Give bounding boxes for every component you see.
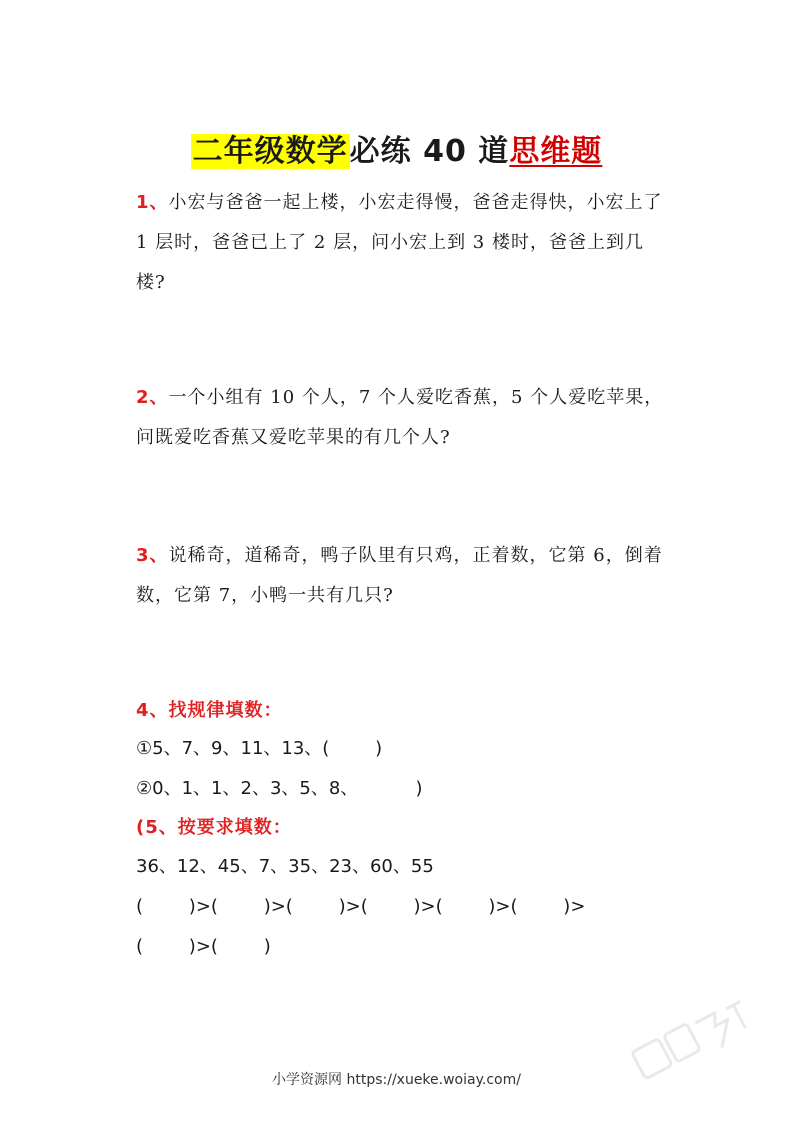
question-number: 3、 — [136, 545, 169, 566]
title-highlighted-part: 二年级数学 — [192, 134, 348, 169]
question-2 — [136, 378, 666, 458]
question-1 — [136, 183, 666, 303]
question-5-numbers: 36、12、45、7、35、23、60、55 — [136, 856, 434, 877]
question-text: 说稀奇，道稀奇，鸭子队里有只鸡，正着数，它第 6，倒着数，它第 7，小鸭一共有几只? — [136, 545, 663, 606]
question-4-heading: 4、找规律填数： — [136, 700, 283, 721]
page-title — [0, 127, 793, 177]
question-number: 2、 — [136, 387, 169, 408]
question-4-line-2: ②0、1、1、2、3、5、8、 ) — [136, 778, 423, 799]
question-5-blanks-line-2: ( )>( ) — [136, 936, 271, 957]
title-middle-part: 必练 40 道 — [349, 134, 510, 169]
question-3 — [136, 536, 666, 616]
question-5-heading: (5、按要求填数： — [136, 817, 292, 838]
question-5-blanks-line-1: ( )>( )>( )>( )>( )>( )> — [136, 896, 586, 917]
question-number: 1、 — [136, 192, 169, 213]
title-red-part: 思维题 — [509, 134, 603, 169]
question-text: 小宏与爸爸一起上楼，小宏走得慢，爸爸走得快，小宏上了 1 层时，爸爸已上了 2 层，问小宏上到 3 楼时，爸爸上到几楼? — [136, 192, 663, 293]
question-4-line-1: ①5、7、9、11、13、( ) — [136, 738, 383, 759]
question-text: 一个小组有 10 个人，7 个人爱吃香蕉，5 个人爱吃苹果，问既爱吃香蕉又爱吃苹果的有几个人? — [136, 387, 664, 448]
footer-source: 小学资源网 https://xueke.woiay.com/ — [272, 1072, 521, 1088]
